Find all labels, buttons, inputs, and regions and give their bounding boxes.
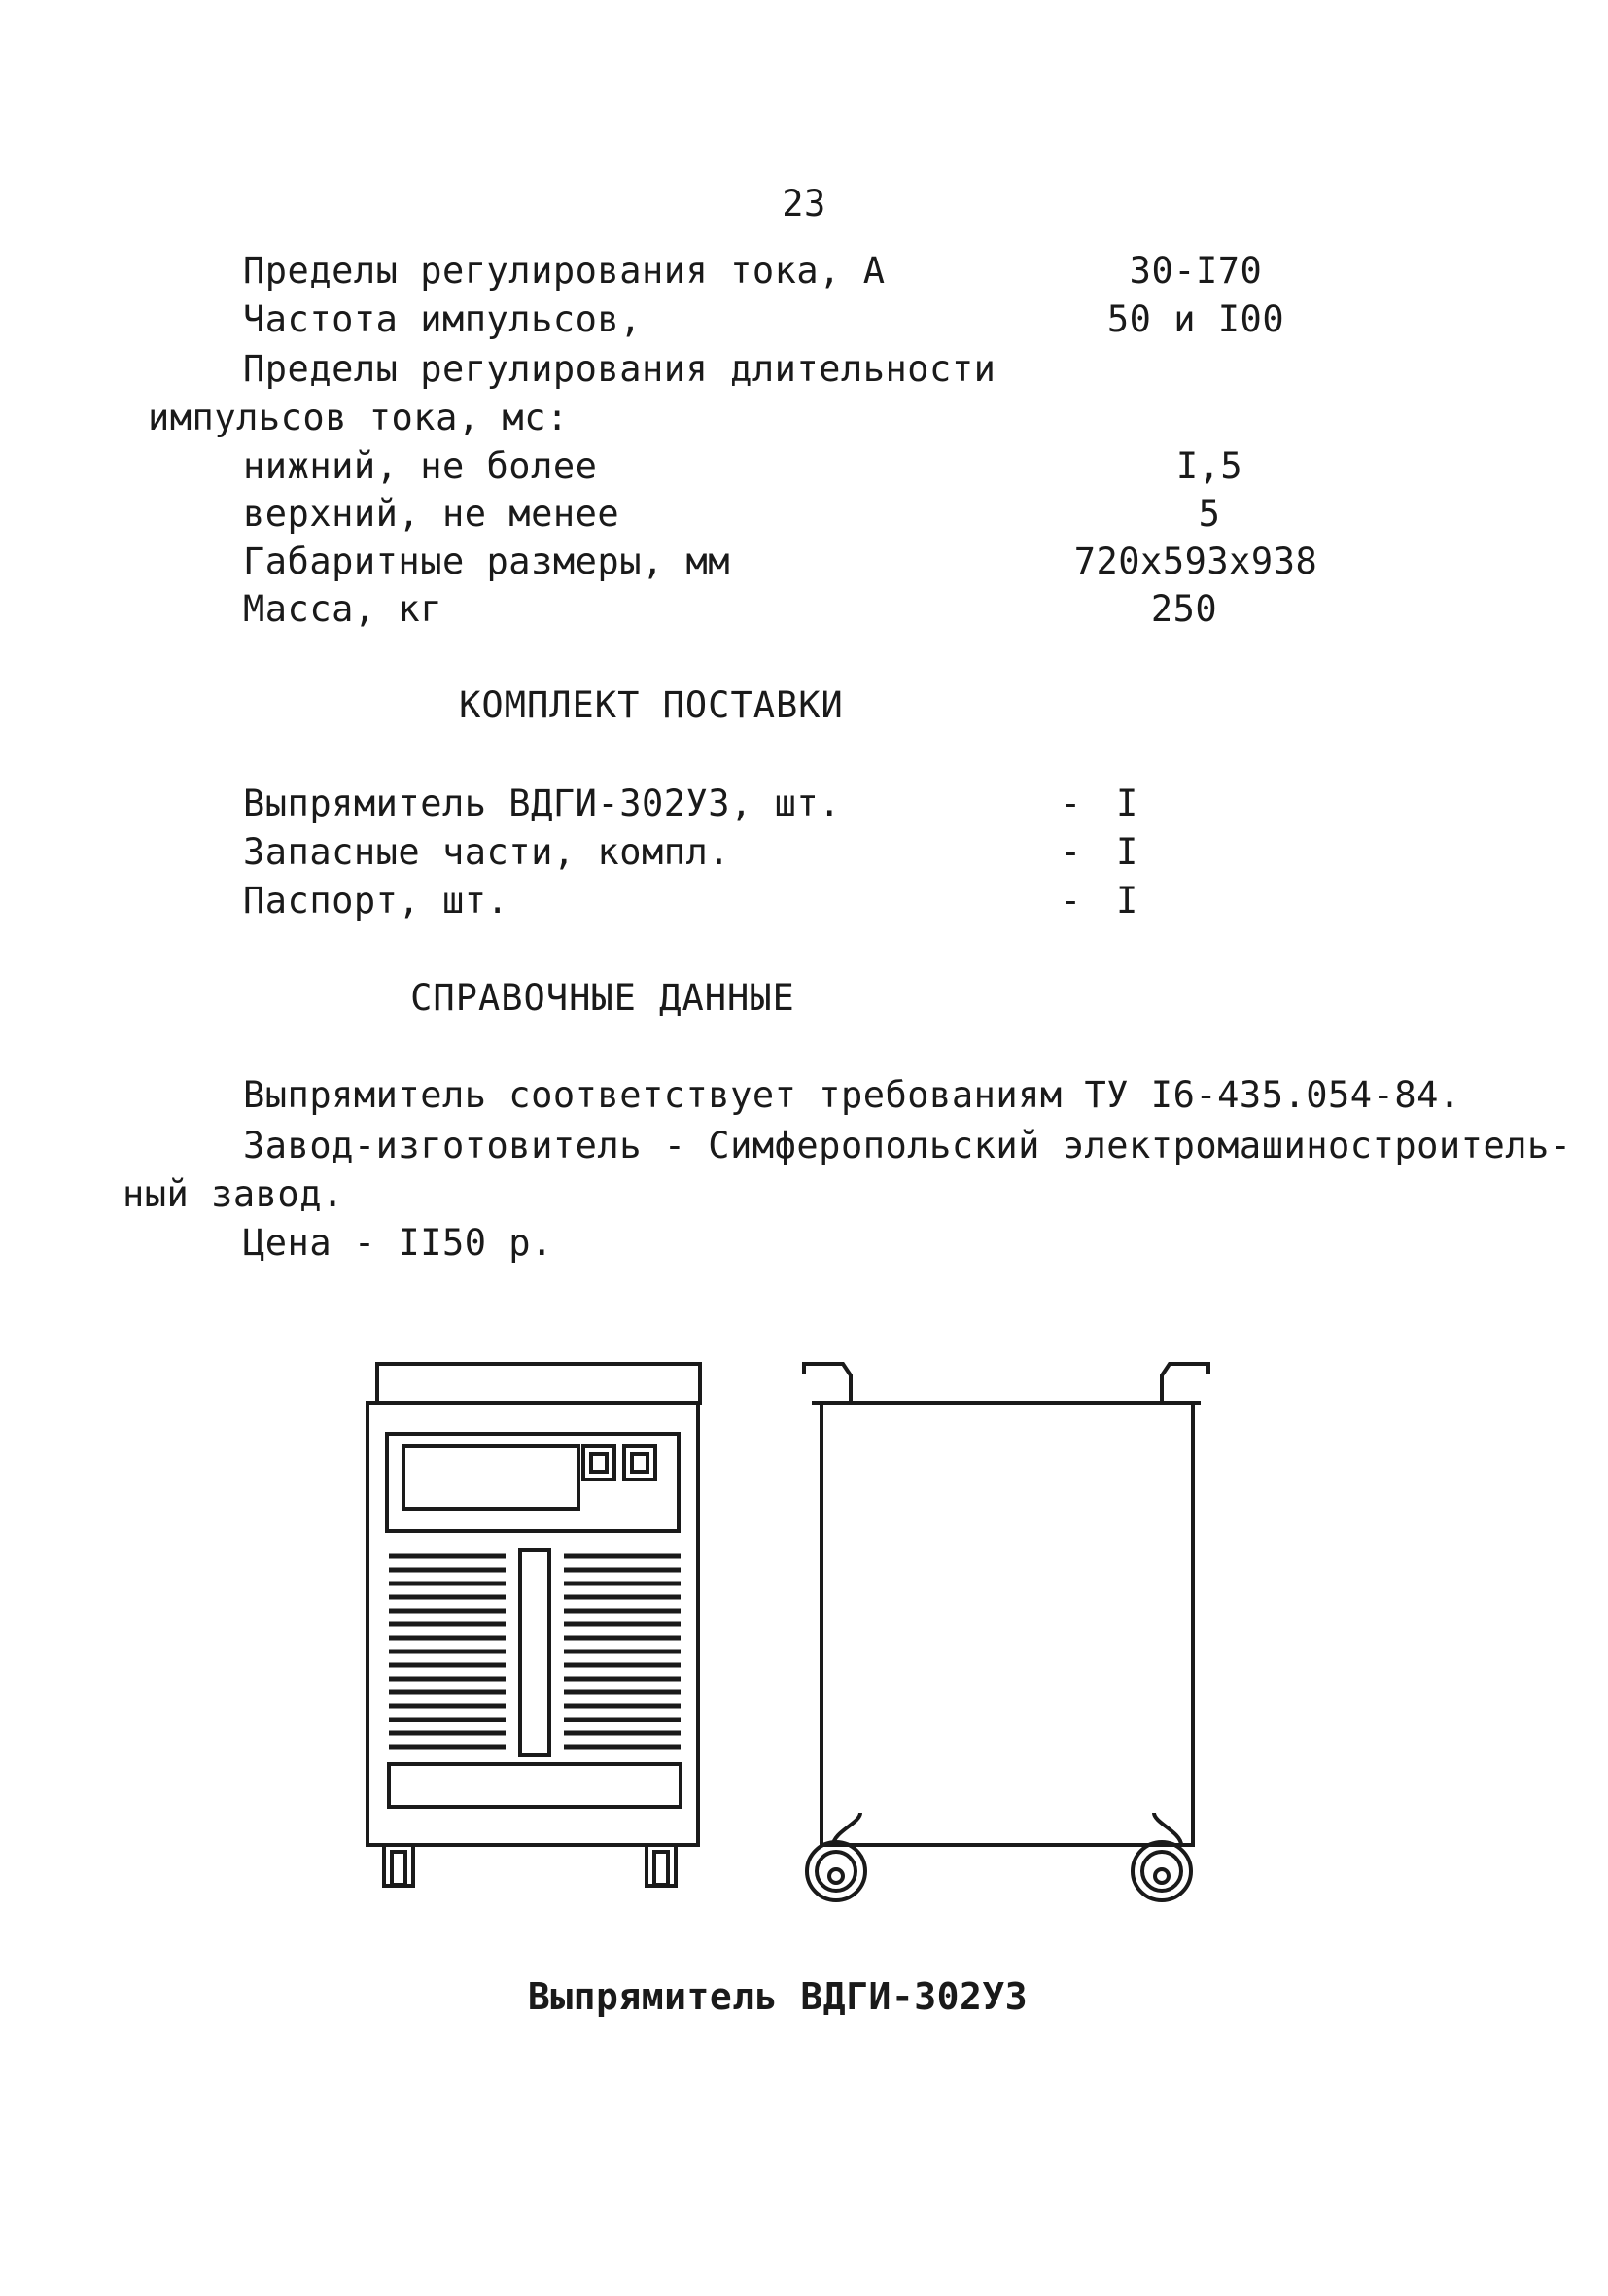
reference-heading: СПРАВОЧНЫЕ ДАННЫЕ (410, 977, 795, 1019)
spec-duration-line2: импульсов тока, мс: (148, 397, 569, 438)
reference-line3: ный завод. (122, 1173, 344, 1215)
delivery-item-qty: I (1116, 831, 1138, 873)
rectifier-front-view (360, 1356, 710, 1900)
spec-value-mass: 250 (1150, 588, 1218, 630)
spec-value-current-range: 30-I70 (1129, 250, 1263, 292)
spec-duration-line1: Пределы регулирования длительности (243, 348, 996, 390)
reference-line4: Цена - II50 р. (243, 1222, 553, 1264)
spec-value-upper: 5 (1198, 493, 1221, 535)
delivery-item-name: Выпрямитель ВДГИ-302УЗ, шт. (243, 783, 841, 824)
figure-caption: Выпрямитель ВДГИ-302УЗ (527, 1975, 1029, 2018)
delivery-item-qty: I (1116, 783, 1138, 824)
spec-label-lower: нижний, не более (243, 445, 598, 487)
spec-label-current-range: Пределы регулирования тока, А (243, 250, 886, 292)
spec-value-pulse-freq: 50 и I00 (1106, 298, 1285, 340)
delivery-item-dash: - (1060, 831, 1082, 873)
page-number: 23 (782, 183, 826, 225)
reference-line1: Выпрямитель соответствует требованиям ТУ I6-435.054-84. (243, 1074, 1461, 1116)
delivery-item-name: Паспорт, шт. (243, 880, 509, 922)
delivery-item-dash: - (1060, 783, 1082, 824)
reference-line2: Завод-изготовитель - Симферопольский электромашиностроитель- (243, 1125, 1572, 1166)
spec-label-dims: Габаритные размеры, мм (243, 540, 731, 582)
delivery-item-qty: I (1116, 880, 1138, 922)
spec-label-pulse-freq: Частота импульсов, (243, 298, 642, 340)
spec-value-lower: I,5 (1175, 445, 1243, 487)
spec-label-mass: Масса, кг (243, 588, 442, 630)
spec-label-upper: верхний, не менее (243, 493, 620, 535)
delivery-item-name: Запасные части, компл. (243, 831, 731, 873)
spec-value-dims: 720x593x938 (1073, 540, 1318, 582)
rectifier-side-view (792, 1356, 1220, 1920)
delivery-item-dash: - (1060, 880, 1082, 922)
delivery-heading: КОМПЛЕКТ ПОСТАВКИ (459, 684, 844, 726)
